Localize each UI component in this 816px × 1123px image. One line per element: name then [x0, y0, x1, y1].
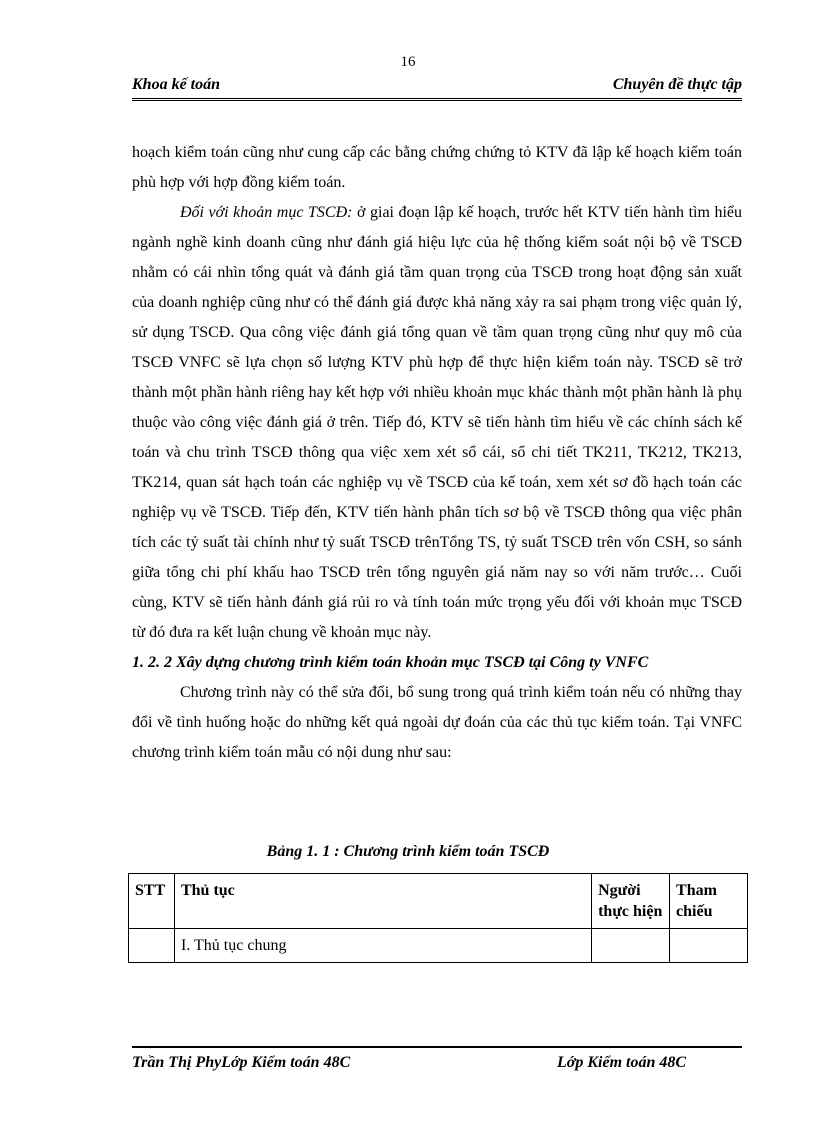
cell-stt	[129, 929, 175, 963]
table-caption: Bảng 1. 1 : Chương trình kiểm toán TSCĐ	[266, 843, 550, 860]
table-row	[129, 929, 748, 963]
header-reference: Tham chiếu	[670, 874, 748, 929]
section-heading: 1. 2. 2 Xây dựng chương trình kiểm toán khoản mục TSCĐ tại Công ty VNFC	[132, 654, 649, 671]
footer-author: Trần Thị PhyLớp Kiểm toán 48C	[132, 1054, 351, 1071]
page-header	[132, 76, 742, 101]
header-procedure: Thủ tục	[174, 874, 591, 929]
page-footer	[132, 1046, 742, 1071]
cell-procedure: I. Thủ tục chung	[174, 929, 591, 963]
header-document-type: Chuyên đề thực tập	[612, 76, 742, 93]
table-header-row	[129, 874, 748, 929]
cell-reference	[670, 929, 748, 963]
page-number: 16	[400, 54, 416, 70]
paragraph-1: hoạch kiểm toán cũng như cung cấp các bằng chứng chứng tỏ KTV đã lập kế hoạch kiểm toán phù hợp với hợp đồng kiểm toán.	[132, 144, 742, 191]
paragraph-3: Chương trình này có thể sửa đổi, bổ sung trong quá trình kiểm toán nếu có những thay đổi về tình huống hoặc do những kết quả ngoài dự đoán của các thủ tục kiểm toán. Tại VNFC chương trình kiểm toán mẫu có nội dung như sau:	[132, 684, 742, 761]
footer-class: Lớp Kiểm toán 48C	[557, 1054, 687, 1071]
header-stt: STT	[129, 874, 175, 929]
audit-program-table	[128, 873, 748, 963]
header-department: Khoa kế toán	[132, 76, 221, 93]
paragraph-2-lead: Đối với khoản mục TSCĐ:	[180, 204, 353, 221]
header-performer: Người thực hiện	[592, 874, 670, 929]
paragraph-2	[132, 198, 742, 648]
paragraph-2-text: ở giai đoạn lập kế hoạch, trước hết KTV tiến hành tìm hiểu ngành nghề kinh doanh cũng như đánh giá hiệu lực của hệ thống kiểm soát nội bộ về TSCĐ nhằm có cái nhìn tổng quát và đánh giá tầm quan trọng của TSCĐ trong hoạt động sản xuất của doanh nghiệp cũng như có thể đánh giá được khả năng xảy ra sai phạm trong việc quản lý, sử dụng TSCĐ. Qua công việc đánh giá tổng quan về tầm quan trọng cũng như quy mô của TSCĐ VNFC sẽ lựa chọn số lượng KTV phù hợp để thực hiện kiểm toán này. TSCĐ sẽ trở thành một phần hành riêng hay kết hợp với nhiều khoản mục khác thành một phần hành là phụ thuộc vào công việc đánh giá ở trên. Tiếp đó, KTV sẽ tiến hành tìm hiểu về các chính sách kế toán và chu trình TSCĐ thông qua việc xem xét sổ cái, sổ chi tiết TK211, TK212, TK213, TK214, quan sát hạch toán các nghiệp vụ về TSCĐ của kế toán, xem xét sơ đồ hạch toán các nghiệp vụ về TSCĐ. Tiếp đến, KTV tiến hành phân tích sơ bộ về TSCĐ thông qua việc phân tích các tỷ suất tài chính như tỷ suất TSCĐ trênTổng TS, tỷ suất TSCĐ trên vốn CSH, so sánh giữa tổng chi phí khấu hao TSCĐ trên tổng nguyên giá năm nay so với năm trước… Cuối cùng, KTV sẽ tiến hành đánh giá rủi ro và tính toán mức trọng yếu đối với khoản mục TSCĐ từ đó đưa ra kết luận chung về khoản mục này.	[132, 204, 743, 641]
cell-performer	[592, 929, 670, 963]
document-body	[132, 138, 742, 768]
